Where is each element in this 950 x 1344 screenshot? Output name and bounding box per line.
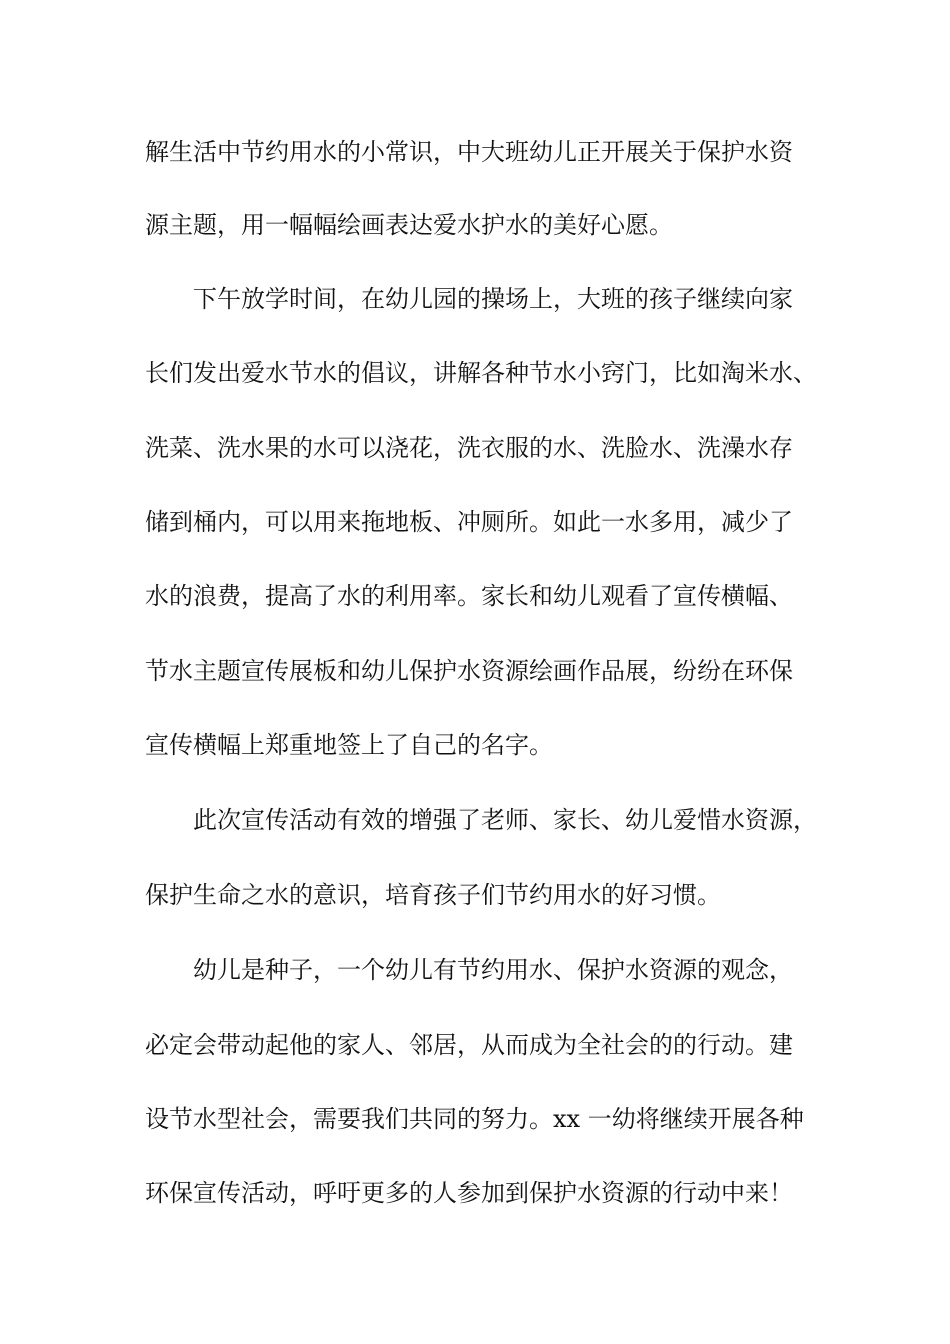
text-line: 洗菜、洗水果的水可以浇花，洗衣服的水、洗脸水、洗澡水存 [145,434,793,462]
paragraph-first-line: 此次宣传活动有效的增强了老师、家长、幼儿爱惜水资源， [193,806,817,834]
text-line: 解生活中节约用水的小常识，中大班幼儿正开展关于保护水资 [145,138,793,166]
text-line: 宣传横幅上郑重地签上了自己的名字。 [145,731,553,759]
text-line: 水的浪费，提高了水的利用率。家长和幼儿观看了宣传横幅、 [145,582,793,610]
text-line: 节水主题宣传展板和幼儿保护水资源绘画作品展，纷纷在环保 [145,657,793,685]
text-line: 长们发出爱水节水的倡议，讲解各种节水小窍门，比如淘米水、 [145,359,817,387]
text-line: 设节水型社会，需要我们共同的努力。xx 一幼将继续开展各种 [145,1105,804,1133]
text-line: 必定会带动起他的家人、邻居，从而成为全社会的的行动。建 [145,1031,793,1059]
text-line: 环保宣传活动，呼吁更多的人参加到保护水资源的行动中来！ [145,1179,793,1207]
paragraph-first-line: 下午放学时间，在幼儿园的操场上，大班的孩子继续向家 [193,285,793,313]
text-line: 保护生命之水的意识，培育孩子们节约用水的好习惯。 [145,881,721,909]
text-line: 储到桶内，可以用来拖地板、冲厕所。如此一水多用，减少了 [145,508,793,536]
text-line: 源主题，用一幅幅绘画表达爱水护水的美好心愿。 [145,211,673,239]
paragraph-first-line: 幼儿是种子，一个幼儿有节约用水、保护水资源的观念， [193,956,793,984]
